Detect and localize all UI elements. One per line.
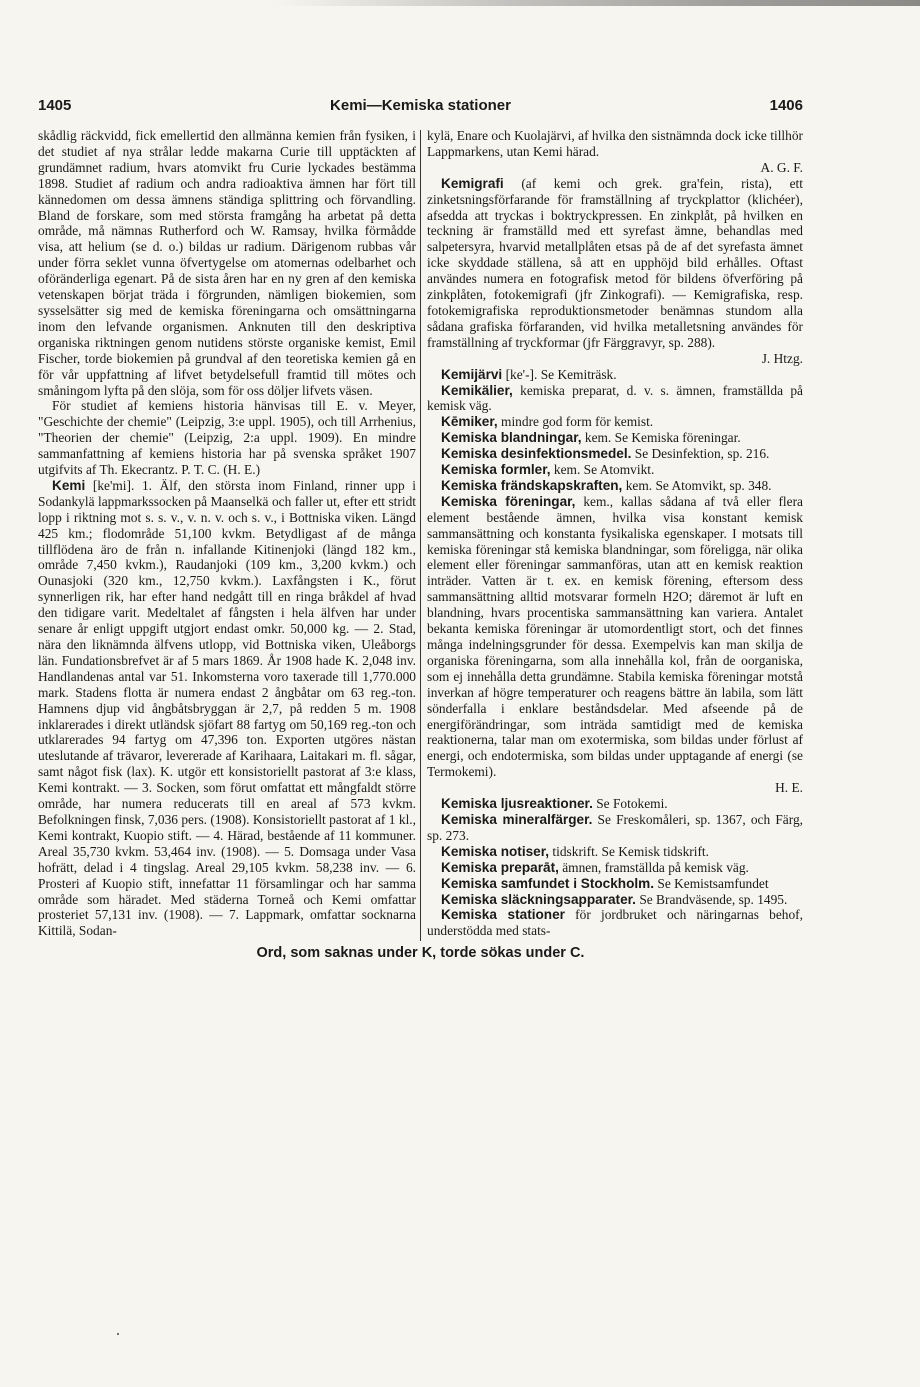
signature: H. E.: [775, 780, 803, 796]
entry-headword: Kemiska formler,: [441, 462, 551, 478]
entry-text: (af kemi och grek. gra'fein, rista), ett zinketsningsförfarande för framställning af tryckplattor (klichéer), afsedda att tryckas i boktryckpressen. En zinkplåt, på hvilken en teckning är framställd med ett syrefast ämne, behandlas med salpetersyra, hvarvid metallplåten etsas på de af det syrefasta ämnet icke skyddade ställena, så att en upphöjd bild erhålles. Oftast användes numera en fotografisk metod för bildens öfverföring på zinkplåten, fotokemigrafi (jfr Zinkografi). — Kemigrafiska, resp. fotokemigrafiska reproduktionsmetoder benämnas stundom alla sådana grafiska förfaranden, vid hvilka metalletsning användes för framställning af tryckformar (jfr Färggravyr, sp. 288).: [427, 175, 803, 350]
ink-speck: [117, 1333, 119, 1335]
entry-continuation: [427, 128, 803, 176]
entry-kemi: [38, 478, 416, 939]
entry-kemiska-desinfektionsmedel: [427, 446, 803, 462]
entry-kemiker: [427, 414, 803, 430]
entry-kemiska-stationer: [427, 907, 803, 939]
entry-kemiska-formler: [427, 462, 803, 478]
entry-text: kem. Se Atomvikt.: [553, 462, 655, 478]
entry-headword: Kemiska samfundet i Stockholm.: [441, 875, 655, 891]
references-text: För studiet af kemiens historia hänvisas till E. v. Meyer, "Geschichte der chemie" (Leipzig, 3:e uppl. 1905), och till Arrhenius, "Theorien der chemie" (Leipzig, 2:a uppl. 1909). En mindre sammanfattning af kemiens historia har på svenska språket 1907 utgifvits af Th. Ekecrantz.: [38, 398, 416, 478]
entry-headword: Kemigrafi: [441, 175, 504, 191]
page-top-edge: [0, 0, 920, 6]
entry-headword: Kemiska släckningsapparater.: [441, 891, 636, 907]
entry-text: Se Brandväsende, sp. 1495.: [639, 891, 788, 907]
entry-kemigrafi: [427, 176, 803, 367]
signature: A. G. F.: [760, 159, 803, 175]
entry-headword: Kemiska blandningar,: [441, 430, 582, 446]
entry-kemijarvi: [427, 367, 803, 383]
entry-kemiska-preparat: [427, 860, 803, 876]
entry-text: tidskrift. Se Kemisk tidskrift.: [552, 843, 709, 859]
entry-kemiska-ljusreaktioner: [427, 796, 803, 812]
entry-text: Se Freskomåleri, sp. 1367, och Färg, sp. 273.: [427, 811, 803, 843]
entry-text: ämnen, framställda på kemisk väg.: [562, 859, 749, 875]
signature: J. Htzg.: [761, 350, 803, 366]
page-title: Kemi—Kemiska stationer: [330, 97, 511, 114]
entry-headword: Kemijärvi: [441, 366, 503, 382]
signature: P. T. C. (H. E.): [181, 462, 261, 478]
page-number-left: 1405: [38, 97, 72, 114]
entry-kemiska-notiser: [427, 844, 803, 860]
entry-kemiska-samfundet: [427, 876, 803, 892]
entry-text: mindre god form för kemist.: [501, 414, 654, 430]
page-header: [38, 97, 803, 121]
paragraph-kemi-history: skådlig räckvidd, fick emellertid den allmänna kemien från fysiken, i det studiet af nya strålar ledde makarna Curie till upptäckten af grundämnet radium, hvars atomvikt fru Curie lyckades bestämma 1898. Studiet af radium och andra radioaktiva ämnen har fört till kännedomen om dessa ämnens ständiga splittring och förvandling. Bland de forskare, som med största framgång ha arbetat på detta område, må nämnas Rutherford och W. Ramsay, hvilka förmådde visa, att helium (se d. o.) bildas ur radium. Därigenom rubbas vår under förra seklet vunna öfvertygelse om atomernas odelbarhet och oföränderliga egenart. På de sista åren har en ny gren af den kemiska vetenskapen börjat träda i förgrunden, nämligen biokemien, som sysselsätter sig med de kemiska föreningarna och omsättningarna inom den lefvande organismen. Anknuten till den deskriptiva organiska riktningen genom nutidens störste organiske kemist, Emil Fischer, torde biokemien på grundval af den teoretiska kemien gå en för vår uppfattning af lifvet betydelsefull framtid till mötes och småningom lyfta på den slöja, som för oss döljer lifvets väsen.: [38, 128, 416, 398]
right-column: [427, 128, 803, 939]
paragraph-references: [38, 398, 416, 478]
entry-text: kem. Se Atomvikt, sp. 348.: [625, 477, 772, 493]
entry-headword: Kemiska föreningar,: [441, 493, 576, 509]
entry-text: [ke'mi]. 1. Älf, den största inom Finland, rinner upp i Sodankylä lappmarkssocken på Maanselkä och faller ut, efter ett stridt lopp i riktning mot s. s. v., v. n. v. och s. v., i Bottniska viken. Längd 425 km.; flodområde 51,100 kvkm. Betydligast af de många tillflödena äro de från n. infallande Kitinenjoki (längd 182 km., område 7,450 kvkm.), Raudanjoki (109 km., 3,200 kvkm.) och Ounasjoki (320 km., 12,750 kvkm.). Laxfångsten i K., förut synnerligen rik, har efter hand nedgått till en ringa bråkdel af hvad den tidigare varit. Medeltalet af fångsten i hela älfven har under senare år enligt uppgift utgjort endast omkr. 50,000 kg. — 2. Stad, nära den liknämnda älfvens utlopp, vid Bottniska viken, Uleåborgs län. Fundationsbrefvet är af 5 mars 1869. År 1908 hade K. 2,048 inv. Handlandenas antal var 51. Inkomsterna voro taxerade till 1,770.000 mark. Stadens flotta är numera endast 2 ångbåtar om 63 reg.-ton. Hamnens djup vid ångbåtsbryggan är 2,7, på redden 5 m. 1908 inklarerades i direkt utländsk sjöfart 88 fartyg om 50,169 reg.-ton och utklarerades 94 fartyg om 47,396 ton. Exporten utgöres nästan uteslutande af trävaror, levererade af Karihaara, Laitakari m. fl. sågar, samt något fisk (lax). K. utgör ett konsistoriellt pastorat af 3:e klass, Kemi kontrakt. — 3. Socken, som förut omfattat ett mångfaldt större område, har numera reducerats till en areal af 573 kvkm. Befolkningen finsk, 7,036 pers. (1908). Konsistoriellt pastorat af 1 kl., Kemi kontrakt, Kuopio stift. — 4. Härad, bestående af 11 kommuner. Areal 35,730 kvkm. 53,464 inv. (1908). — 5. Domsaga under Vasa hofrätt, delad i 4 tingslag. Areal 29,105 kvkm. 58,238 inv. — 6. Prosteri af Kuopio stift, innefattar 11 församlingar och har samma område som häradet. Med städerna Torneå och Kemi omfattar prosteriet 57,131 inv. (1908). — 7. Lappmark, omfattar socknarna Kittilä, Sodan-: [38, 477, 416, 939]
entry-headword: Kemiska desinfektionsmedel.: [441, 446, 632, 462]
entry-headword: Kemi: [52, 477, 86, 493]
entry-headword: Kemiska ljusreaktioner.: [441, 796, 593, 812]
page-number-right: 1406: [769, 97, 803, 114]
entry-kemiska-slackningsapparater: [427, 892, 803, 908]
entry-text: för jordbruket och näringarnas behof, understödda med stats-: [427, 907, 803, 939]
entry-kemikalier: [427, 383, 803, 415]
entry-text: Se Desinfektion, sp. 216.: [634, 446, 770, 462]
column-divider: [420, 130, 421, 941]
entry-headword: Kemiska stationer: [441, 907, 565, 923]
entry-text: kem. Se Kemiska föreningar.: [584, 430, 741, 446]
entry-kemiska-mineralfarger: [427, 812, 803, 844]
entry-text: Se Fotokemi.: [596, 796, 668, 812]
entry-text: Se Kemistsamfundet: [657, 875, 769, 891]
entry-headword: Kemiska notiser,: [441, 843, 550, 859]
entry-headword: Kēmiker,: [441, 414, 498, 430]
entry-headword: Kemikälier,: [441, 382, 513, 398]
entry-text: kylä, Enare och Kuolajärvi, af hvilka den sistnämnda dock icke tillhör Lappmarkens, utan Kemi härad.: [427, 128, 803, 159]
entry-text: kemiska preparat, d. v. s. ämnen, framställda på kemisk väg.: [427, 382, 803, 414]
entry-kemiska-frandskapskraften: [427, 478, 803, 494]
entry-headword: Kemiska preparāt,: [441, 859, 559, 875]
left-column: [38, 128, 416, 939]
page-footer-note: Ord, som saknas under K, torde sökas under C.: [256, 945, 585, 961]
entry-kemiska-foreningar: [427, 494, 803, 796]
entry-text: [ke'-]. Se Kemiträsk.: [505, 366, 617, 382]
entry-kemiska-blandningar: [427, 430, 803, 446]
entry-headword: Kemiska frändskapskraften,: [441, 477, 623, 493]
entry-headword: Kemiska mineralfärger.: [441, 811, 593, 827]
entry-text: kem., kallas sådana af två eller flera element bestående ämnen, hvilka visa konstant kemisk sammansättning och konstanta fysikaliska egenskaper. I motsats till kemiska föreningar stå kemiska blandningar, som föreligga, när olika element eller föreningar sammanföras, utan att en kemisk reaktion inträder. Vatten är t. ex. en kemisk förening, eftersom dess sammansättning alltid motsvarar formeln H2O; däremot är luft en blandning, hvars procentiska sammansättning kan variera. Antalet bekanta kemiska föreningar är utomordentligt stort, och det finnes många indelningsgrunder för dessa. Exempelvis kan man skilja de organiska föreningarna, som alla innehålla kol, från de oorganiska, som ej innehålla detta grundämne. Stabila kemiska föreningar motstå inverkan af högre temperaturer och reagens bättre än labila, som lätt sönderfalla i enklare beståndsdelar. Med afseende på de energiförändringar, som inträda samtidigt med de kemiska reaktionerna, talar man om exotermiska, som bildas under förlust af energi, och endotermiska, som bildas under upptagande af energi (se Termokemi).: [427, 493, 804, 780]
